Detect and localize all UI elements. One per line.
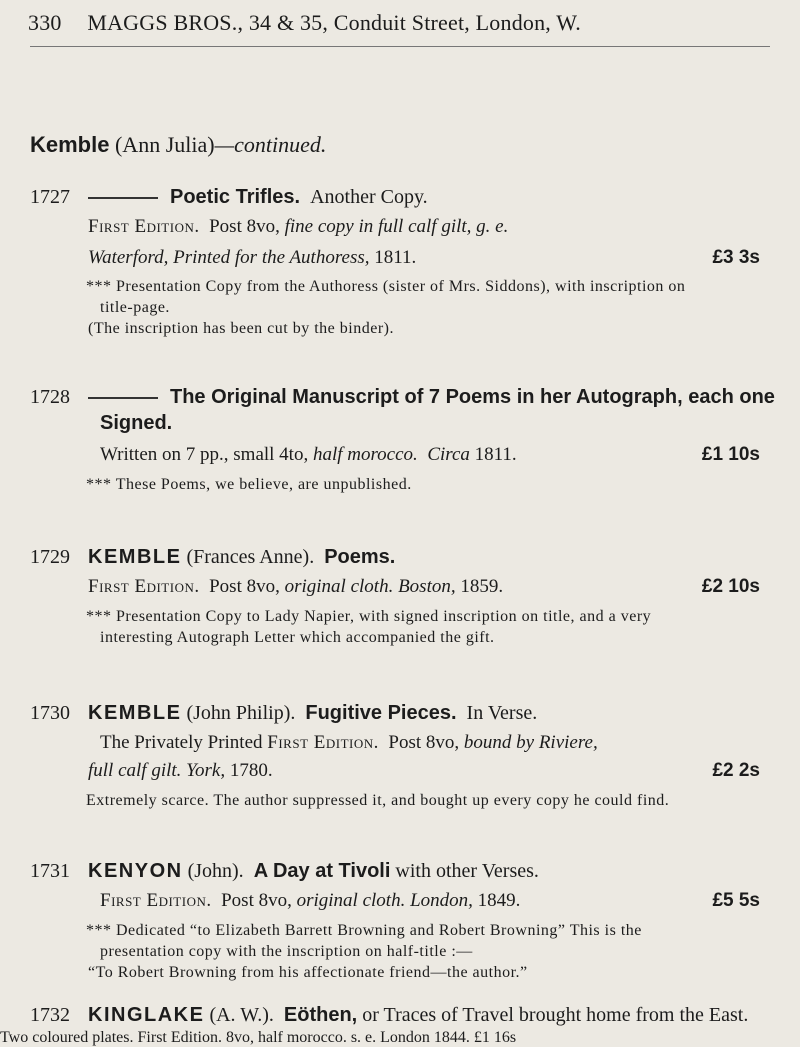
entry-1727-details: First Edition. Post 8vo, fine copy in full calf gilt, g. e. (88, 216, 509, 237)
entry-1731-note: *** Dedicated “to Elizabeth Barrett Browning and Robert Browning” This is the (86, 922, 642, 939)
lot-number: 1728 (30, 386, 70, 408)
entry-1727-price: £3 3s (712, 247, 760, 268)
ditto-dash (88, 397, 158, 399)
lot-number: 1727 (30, 186, 70, 208)
entry-1729-price: £2 10s (701, 576, 760, 597)
lot-number: 1732 (30, 1004, 70, 1026)
section-author: Kemble (30, 132, 110, 157)
entry-1729-note: *** Presentation Copy to Lady Napier, with signed inscription on title, and a very (86, 608, 652, 625)
entry-title: Poetic Trifles. (170, 186, 301, 208)
entry-1728-price: £1 10s (701, 444, 760, 465)
section-continued: —continued. (214, 132, 327, 157)
entry-1728-details: Written on 7 pp., small 4to, half morocco. Circa 1811. (100, 444, 517, 465)
section-heading (30, 134, 326, 156)
entry-1729-details: First Edition. Post 8vo, original cloth. Boston, 1859. (88, 576, 504, 597)
entry-1729-title: 1729 KEMBLE (Frances Anne). Poems. (30, 546, 396, 568)
header-title: MAGGS BROS., 34 & 35, Conduit Street, London, W. (87, 10, 581, 35)
entry-1732-title: 1732 KINGLAKE (A. W.). Eöthen, or Traces of Travel brought home from the East. (30, 1004, 749, 1026)
catalogue-page: 330 MAGGS BROS., 34 & 35, Conduit Street, London, W. Kemble (Ann Julia)—continued. 1727 Poetic Trifles. Another Copy. First Edition. Post 8vo, fine copy in full calf gilt, g. e. Waterford, Printed for the Authoress, 1811. £3 3s *** Presentation Copy from the Authoress (sister of Mrs. Siddons), with inscription on title-page. (The inscription has been cut by the binder). 1728 The Original Manuscript of 7 Poems in her Autograph, each one Signed. Written on 7 pp., small 4to, half morocco. Circa 1811. £1 10s *** These Poems, we believe, are unpublished. 1729 KEMBLE (Frances Anne). Poems. First Edition. Post 8vo, original cloth. Boston, 1859. £2 10s *** Presentation Copy to Lady Napier, with signed inscription on title, and a very interesting Autograph Letter which accompanied the gift. 1730 KEMBLE (John Philip). Fugitive Pieces. In Verse. The Privately Printed First Edition. Post 8vo, bound by Riviere, full calf gilt. York, 1780. £2 2s Extremely scarce. The author suppressed it, and bought up every copy he could find. 1731 KENYON (John). A Day at Tivoli with other Verses. First Edition. Post 8vo, original cloth. London, 1849. £5 5s *** Dedicated “to Elizabeth Barrett Browning and Robert Browning” This is the presentation copy with the inscription on half-title :— “To Robert Browning from his affectionate friend—the author.” 1732 KINGLAKE (A. W.). Eöthen, or Traces of Travel brought home from the East. Two coloured plates. First Edition. 8vo, half morocco. s. e. London 1844. £1 16s (0, 10, 775, 1046)
entry-1727-note: *** Presentation Copy from the Authoress (sister of Mrs. Siddons), with inscription on (86, 278, 686, 295)
lot-number: 1729 (30, 546, 70, 568)
entry-author: KEMBLE (88, 702, 182, 724)
entry-1730-price: £2 2s (712, 760, 760, 781)
entry-1731-price: £5 5s (712, 890, 760, 911)
header-rule (30, 46, 770, 47)
entry-1728-title: 1728 The Original Manuscript of 7 Poems in her Autograph, each one (30, 386, 775, 408)
running-header (28, 10, 581, 36)
entry-1731-details: First Edition. Post 8vo, original cloth. London, 1849. (100, 890, 521, 911)
lot-number: 1731 (30, 860, 70, 882)
entry-1730-note: Extremely scarce. The author suppressed it, and bought up every copy he could find. (86, 792, 670, 809)
page-number: 330 (28, 10, 62, 35)
section-name: (Ann Julia) (114, 132, 215, 157)
entry-author: KENYON (88, 860, 183, 882)
entry-1731-title: 1731 KENYON (John). A Day at Tivoli with other Verses. (30, 860, 539, 882)
entry-1728-note: *** These Poems, we believe, are unpublished. (86, 476, 412, 493)
entry-1730-title: 1730 KEMBLE (John Philip). Fugitive Pieces. In Verse. (30, 702, 538, 724)
entry-1732-continuation: Two coloured plates. First Edition. 8vo, half morocco. s. e. London 1844. £1 16s (0, 1029, 517, 1046)
lot-number: 1730 (30, 702, 70, 724)
entry-author: KEMBLE (88, 546, 182, 568)
entry-1730-imprint: full calf gilt. York, 1780. (88, 760, 273, 781)
entry-author: KINGLAKE (88, 1004, 205, 1026)
ditto-dash (88, 197, 158, 199)
entry-1727-imprint: Waterford, Printed for the Authoress, 1811. (88, 247, 417, 268)
entry-1727-title: 1727 Poetic Trifles. Another Copy. (30, 186, 428, 208)
entry-1730-details: The Privately Printed First Edition. Post 8vo, bound by Riviere, (100, 732, 598, 753)
